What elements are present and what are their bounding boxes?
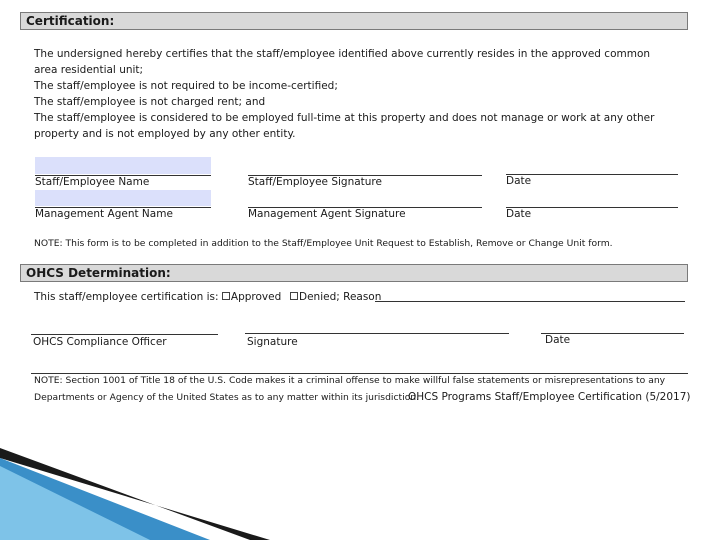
certification-note: NOTE: This form is to be completed in addition to the Staff/Employee Unit Request to Establish, Remove or Change Unit form. bbox=[34, 238, 613, 249]
staff-name-label: Staff/Employee Name bbox=[35, 176, 150, 188]
officer-signature-label: Signature bbox=[247, 336, 298, 348]
mgmt-signature-label: Management Agent Signature bbox=[248, 208, 406, 220]
officer-date-label: Date bbox=[545, 334, 571, 346]
officer-label: OHCS Compliance Officer bbox=[33, 336, 167, 348]
certification-title: Certification: bbox=[26, 14, 115, 28]
cert-line-2: area residential unit; bbox=[34, 64, 144, 76]
cert-line-1: The undersigned hereby certifies that the staff/employee identified above currently resides in the approved common bbox=[34, 48, 651, 60]
mgmt-name-label: Management Agent Name bbox=[35, 208, 173, 220]
footer-form-reference: OHCS Programs Staff/Employee Certification (5/2017) bbox=[408, 391, 691, 403]
cert-status-text: This staff/employee certification is: bbox=[34, 291, 219, 303]
determination-title: OHCS Determination: bbox=[26, 266, 171, 280]
cert-line-6: property and is not employed by any other entity. bbox=[34, 128, 296, 140]
denied-label: Denied; Reason bbox=[299, 291, 382, 303]
staff-signature-label: Staff/Employee Signature bbox=[248, 176, 382, 188]
cert-line-5: The staff/employee is considered to be employed full-time at this property and does not manage or work at any other bbox=[34, 112, 655, 124]
approved-label: Approved bbox=[230, 291, 282, 303]
footer-note-2: Departments or Agency of the United States as to any matter within its jurisdiction. bbox=[34, 392, 420, 403]
cert-line-3: The staff/employee is not required to be income-certified; bbox=[34, 80, 338, 92]
cert-line-4: The staff/employee is not charged rent; and bbox=[34, 96, 266, 108]
mgmt-date-label: Date bbox=[506, 208, 532, 220]
footer-note-1: NOTE: Section 1001 of Title 18 of the U.S. Code makes it a criminal offense to make willful false statements or misrepresentations to any bbox=[34, 375, 666, 386]
staff-date-label: Date bbox=[506, 175, 532, 187]
